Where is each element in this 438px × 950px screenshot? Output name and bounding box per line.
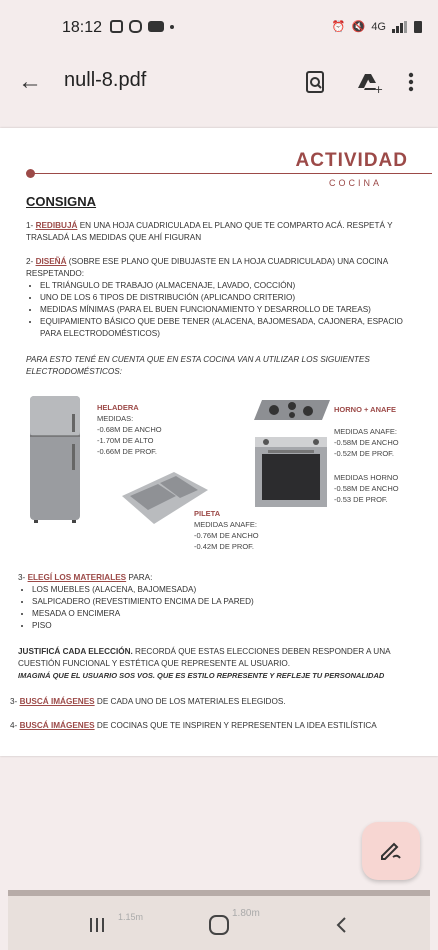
home-icon[interactable] [208,914,230,936]
oven-line: -0.58M DE ANCHO [334,484,399,493]
back-arrow-icon[interactable]: ← [18,68,42,95]
appliances-note: PARA ESTO TENÉ EN CUENTA QUE EN ESTA COCINA VAN A UTILIZAR LOS SIGUIENTES ELECTRODOMÉSTICOS: [26,355,370,376]
fridge-line: -1.70M DE ALTO [97,436,154,445]
paragraph-3 [18,572,410,632]
list-item: • MEDIDAS MÍNIMAS (PARA EL BUEN FUNCIONAMIENTO Y DESARROLLO DE TAREAS) [40,304,410,316]
p5-number: 4- [10,721,18,730]
p2-number: 2- [26,257,34,266]
mute-icon: 🔇 [351,21,366,33]
p4-number: 3- [10,697,18,706]
list-item: • EL TRIÁNGULO DE TRABAJO (ALMACENAJE, LAVADO, COCCIÓN) [40,280,410,292]
activity-title: ACTIVIDAD [295,150,408,171]
justify-italic: IMAGINÁ QUE EL USUARIO SOS VOS. QUE ES ESTILO REPRESENTE Y REFLEJE TU PERSONALIDAD [18,671,385,680]
back-nav-icon[interactable] [334,916,348,934]
justify-bold: JUSTIFICÁ CADA ELECCIÓN. [18,647,133,656]
status-time: 18:12 [62,19,103,36]
sink-line: -0.42M DE PROF. [194,542,255,551]
p3-keyword: ELEGÍ LOS MATERIALES [27,573,127,582]
list-item: • PISO [32,620,410,632]
signal-icon [392,21,408,33]
oven-measures [334,472,399,505]
paragraph-4 [10,696,410,708]
header-rule [30,173,432,174]
gallery-icon [110,20,123,33]
more-options-icon[interactable] [408,72,414,92]
paragraph-5 [10,720,420,732]
fridge-label [97,402,162,457]
instagram-icon [129,20,142,33]
p3-text: PARA: [126,573,153,582]
justify-text: RECORDÁ QUE ESTAS ELECCIONES DEBEN RESPONDER A UNA CUESTIÓN FUNCIONAL Y ESTÉTICA QUE REPRESENTE AL USUARIO. [18,647,391,668]
p1-number: 1- [26,221,34,230]
p4-text: DE CADA UNO DE LOS MATERIALES ELEGIDOS. [94,697,286,706]
status-bar [0,0,438,56]
list-item: • SALPICADERO (REVESTIMIENTO ENCIMA DE LA PARED) [32,596,410,608]
cooktop-line: -0.52M DE PROF. [334,449,395,458]
youtube-icon [148,21,164,32]
p3-number: 3- [18,573,26,582]
p1-keyword: REDIBUJÁ [35,221,78,230]
list-item: • LOS MUEBLES (ALACENA, BAJOMESADA) [32,584,410,596]
fridge-line: -0.66M DE PROF. [97,447,158,456]
paragraph-1 [26,220,410,244]
fridge-line: -0.68M DE ANCHO [97,425,162,434]
sink-title: PILETA [194,509,221,518]
sink-line: -0.76M DE ANCHO [194,531,259,540]
consigna-heading: CONSIGNA [26,194,97,209]
oven-image [254,436,328,508]
oven-line: MEDIDAS HORNO [334,473,399,482]
fridge-line: MEDIDAS: [97,414,134,423]
cooktop-line: -0.58M DE ANCHO [334,438,399,447]
p4-keyword: BUSCÁ IMÁGENES [19,697,95,706]
pdf-page [0,128,438,756]
network-type: 4G [371,20,386,33]
sink-line: MEDIDAS ANAFE: [194,520,257,529]
sketch-left-label: 1.15m [118,912,144,922]
p5-keyword: BUSCÁ IMÁGENES [19,721,95,730]
cooktop-measures [334,426,399,459]
p5-text: DE COCINAS QUE TE INSPIREN Y REPRESENTEN LA IDEA ESTILÍSTICA [94,721,377,730]
sketch-right-label: 1.80m [232,908,260,919]
cooktop-image [252,398,332,422]
svg-text:+: + [374,83,384,96]
list-item: • MESADA O ENCIMERA [32,608,410,620]
notification-dot-icon [170,25,174,29]
fridge-image [28,394,88,524]
oven-title [334,404,396,415]
alarm-icon: ⏰ [331,21,346,33]
list-item: • EQUIPAMIENTO BÁSICO QUE DEBE TENER (ALACENA, BAJOMESADA, CAJONERA, ESPACIO PARA ELECTRODOMÉSTICOS) [40,316,410,340]
cooktop-line: MEDIDAS ANAFE: [334,427,397,436]
recent-apps-icon[interactable] [88,916,106,934]
oven-line: -0.53 DE PROF. [334,495,388,504]
navigation-bar [0,890,438,950]
battery-icon [414,20,422,33]
justification [18,646,410,682]
p1-text: EN UNA HOJA CUADRICULADA EL PLANO QUE TE COMPARTO ACÁ. RESPETÁ Y TRASLADÁ LAS MEDIDAS QUE AHÍ FIGURAN [26,221,393,242]
p2-text: (SOBRE ESE PLANO QUE DIBUJASTE EN LA HOJA CUADRICULADA) UNA COCINA RESPETANDO: [26,257,388,278]
drive-add-icon[interactable] [356,70,382,94]
document-title: null-8.pdf [64,69,147,91]
activity-subtitle: COCINA [328,178,382,188]
p2-keyword: DISEÑÁ [35,257,67,266]
pen-annotate-icon [379,839,403,863]
annotate-fab[interactable] [362,822,420,880]
fridge-title: HELADERA [97,403,139,412]
search-document-icon[interactable] [305,70,327,94]
app-bar [0,56,438,108]
paragraph-2 [26,256,410,340]
list-item: • UNO DE LOS 6 TIPOS DE DISTRIBUCIÓN (APLICANDO CRITERIO) [40,292,410,304]
oven-title-text: HORNO + ANAFE [334,405,397,414]
sink-label [194,508,259,552]
